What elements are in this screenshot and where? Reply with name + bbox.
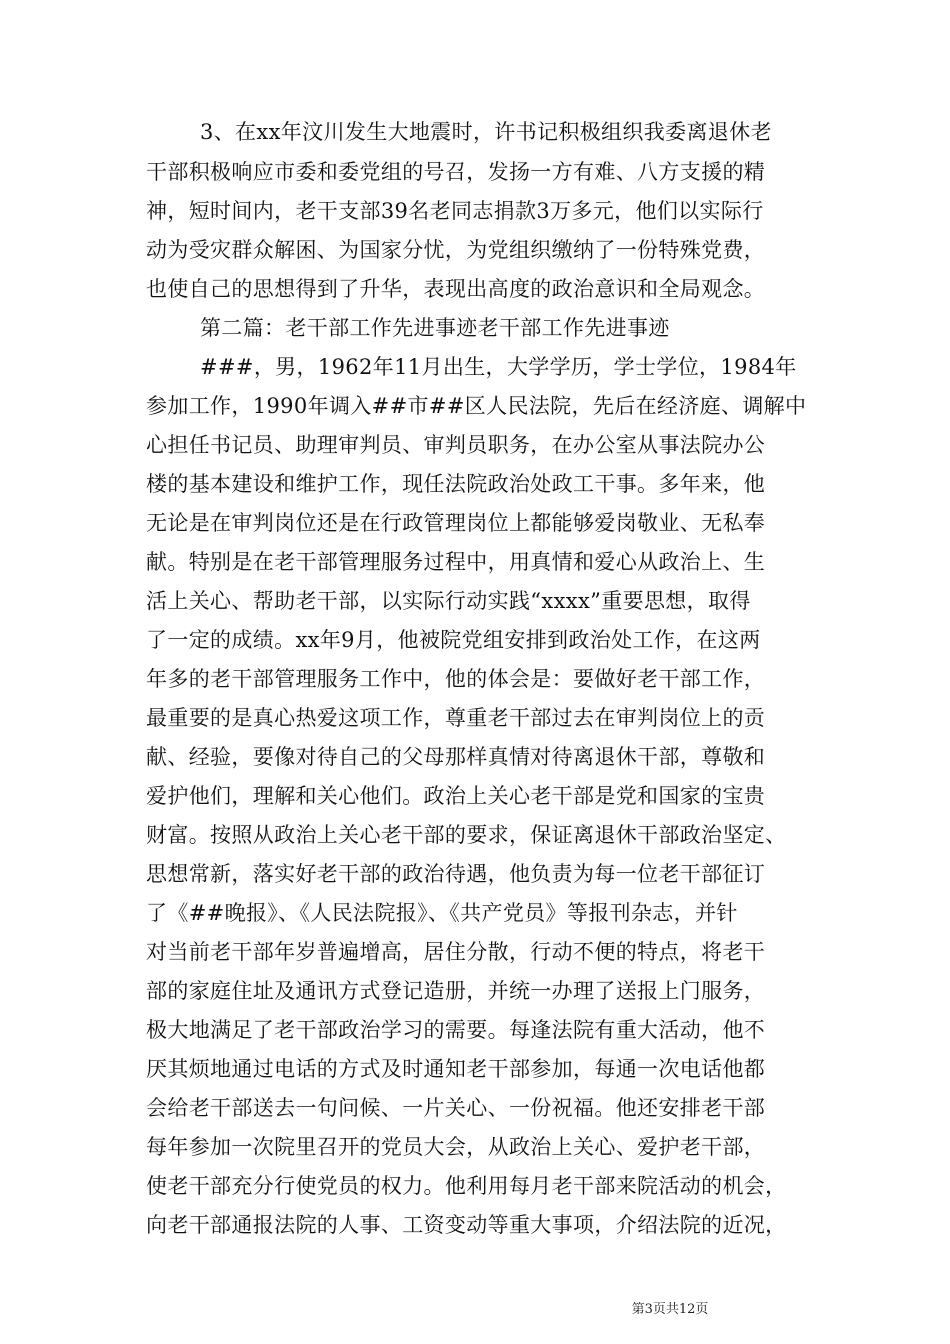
paragraph-line: 楼的基本建设和维护工作，现任法院政治处政工干事。多年来，他	[146, 472, 766, 496]
paragraph-line: 献、经验，要像对待自己的父母那样真情对待离退休干部，尊敬和	[146, 745, 766, 769]
paragraph-line: 部的家庭住址及通讯方式登记造册，并统一办理了送报上门服务，	[146, 979, 766, 1003]
paragraph-line: 极大地满足了老干部政治学习的需要。每逢法院有重大活动，他不	[146, 1018, 766, 1042]
paragraph-line: 会给老干部送去一句问候、一片关心、一份祝福。他还安排老干部	[146, 1096, 766, 1120]
paragraph-line: 了一定的成绩。xx年9月，他被院党组安排到政治处工作，在这两	[146, 628, 761, 652]
page-footer	[0, 1302, 950, 1318]
paragraph-line: 每年参加一次院里召开的党员大会，从政治上关心、爱护老干部，	[146, 1135, 766, 1159]
paragraph-line: 思想常新，落实好老干部的政治待遇，他负责为每一位老干部征订	[146, 862, 766, 886]
paragraph-line: 了《##晚报》、《人民法院报》、《共产党员》等报刊杂志，并针	[146, 901, 738, 925]
paragraph-line: 厌其烦地通过电话的方式及时通知老干部参加，每通一次电话他都	[146, 1057, 766, 1081]
paragraph-line: 也使自己的思想得到了升华，表现出高度的政治意识和全局观念。	[146, 277, 766, 301]
paragraph-line: 献。特别是在老干部管理服务过程中，用真情和爱心从政治上、生	[146, 550, 766, 574]
paragraph-line: 心担任书记员、助理审判员、审判员职务，在办公室从事法院办公	[146, 433, 766, 457]
paragraph-line: 财富。按照从政治上关心老干部的要求，保证离退休干部政治坚定、	[146, 823, 787, 847]
paragraph-line: 干部积极响应市委和委党组的号召，发扬一方有难、八方支援的精	[146, 160, 766, 184]
section-heading: 第二篇：老干部工作先进事迹老干部工作先进事迹	[200, 316, 670, 340]
paragraph-line: 3、在xx年汶川发生大地震时，许书记积极组织我委离退休老	[200, 120, 772, 144]
page-number: 第3页共12页	[631, 1302, 709, 1317]
paragraph-line: 年多的老干部管理服务工作中，他的体会是：要做好老干部工作，	[146, 667, 766, 691]
paragraph-line: ###，男，1962年11月出生，大学学历，学士学位，1984年	[200, 355, 797, 379]
paragraph-line: 向老干部通报法院的人事、工资变动等重大事项，介绍法院的近况，	[146, 1213, 787, 1237]
paragraph-line: 对当前老干部年岁普遍增高，居住分散，行动不便的特点，将老干	[146, 940, 766, 964]
paragraph-line: 无论是在审判岗位还是在行政管理岗位上都能够爱岗敬业、无私奉	[146, 511, 766, 535]
paragraph-line: 爱护他们，理解和关心他们。政治上关心老干部是党和国家的宝贵	[146, 784, 766, 808]
paragraph-line: 动为受灾群众解困、为国家分忧，为党组织缴纳了一份特殊党费，	[146, 238, 766, 262]
paragraph-line: 使老干部充分行使党员的权力。他利用每月老干部来院活动的机会，	[146, 1174, 787, 1198]
paragraph-line: 活上关心、帮助老干部，以实际行动实践“xxxx”重要思想，取得	[146, 589, 751, 613]
paragraph-line: 最重要的是真心热爱这项工作，尊重老干部过去在审判岗位上的贡	[146, 706, 766, 730]
paragraph-line: 参加工作，1990年调入##市##区人民法院，先后在经济庭、调解中	[146, 394, 807, 418]
paragraph-line: 神，短时间内，老干支部39名老同志捐款3万多元，他们以实际行	[146, 199, 764, 223]
